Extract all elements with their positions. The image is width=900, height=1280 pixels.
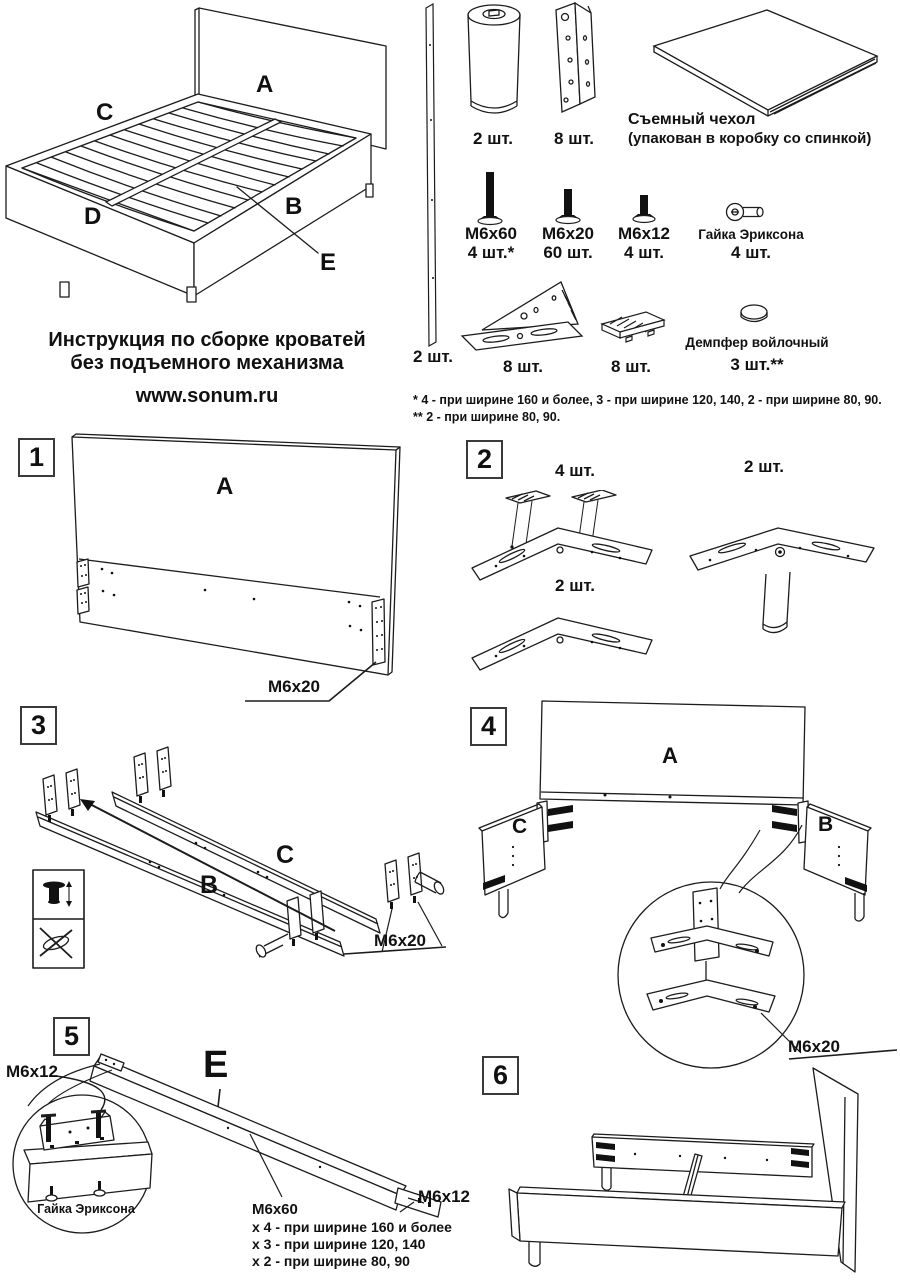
footnote-2: ** 2 - при ширине 80, 90.	[413, 410, 561, 424]
bolt-m6x20-icon	[547, 187, 591, 228]
bolt-m6x12-qty: 4 шт.	[624, 243, 664, 262]
felt-damper-icon	[738, 302, 772, 330]
step5-note-3: x 2 - при ширине 80, 90	[252, 1253, 410, 1269]
corner-bracket-part-icon	[544, 0, 602, 120]
leg-qty: 2 шт.	[473, 129, 513, 148]
step1-label-a: A	[216, 473, 234, 500]
bolt-m6x20-qty: 60 шт.	[543, 243, 593, 262]
cover-note: (упакован в коробку со спинкой)	[628, 130, 872, 147]
overview-label-a: A	[256, 71, 274, 98]
step6-number: 6	[482, 1056, 519, 1095]
bed-overview-drawing	[0, 0, 430, 318]
step4-bolt-label: M6x20	[788, 1037, 840, 1056]
doc-title-line1: Инструкция по сборке кроватей	[48, 329, 366, 351]
step2-qty-leg-plate: 2 шт.	[744, 457, 784, 476]
step5-bolt-left-label: M6x12	[6, 1062, 58, 1081]
step5-number: 5	[53, 1017, 90, 1056]
step2-number: 2	[466, 440, 503, 479]
step5-label-e: E	[203, 1044, 229, 1086]
step1-number: 1	[18, 438, 55, 477]
nut-label: Гайка Эриксона	[698, 227, 804, 242]
step5-nut-label: Гайка Эриксона	[37, 1202, 135, 1216]
footnote-1: * 4 - при ширине 160 и более, 3 - при ширине 120, 140, 2 - при ширине 80, 90.	[413, 393, 882, 407]
nut-qty: 4 шт.	[731, 243, 771, 262]
cover-part-icon	[646, 2, 886, 120]
big-bracket-qty: 8 шт.	[503, 357, 543, 376]
bolt-m6x12-label: M6x12	[618, 224, 670, 243]
step5-bolt-right-label: M6x12	[418, 1187, 470, 1206]
step6-drawing	[455, 1048, 900, 1280]
step4-label-c: C	[512, 815, 528, 838]
step4-number: 4	[470, 707, 507, 746]
erikson-nut-icon	[724, 198, 768, 226]
slat-holder-part-icon	[596, 306, 672, 348]
damper-qty: 3 шт.**	[730, 355, 784, 374]
bolt-m6x12-icon	[623, 193, 667, 228]
bolt-m6x60-label: M6x60	[465, 224, 517, 243]
step3-bolt-label: M6x20	[374, 931, 426, 950]
slat-qty: 2 шт.	[413, 347, 453, 366]
step5-note-1: x 4 - при ширине 160 и более	[252, 1219, 452, 1235]
step2-qty-holders: 4 шт.	[555, 461, 595, 480]
overview-label-e: E	[320, 249, 337, 276]
doc-title-line2: без подъемного механизма	[70, 352, 344, 374]
big-bracket-part-icon	[458, 276, 590, 352]
step3-number: 3	[20, 706, 57, 745]
cover-name: Съемный чехол	[628, 111, 756, 128]
step2-drawing	[460, 490, 900, 702]
bolt-m6x60-icon	[469, 170, 513, 228]
step4-label-b: B	[818, 813, 834, 836]
slat-part-icon	[418, 0, 446, 352]
corner-bracket-qty: 8 шт.	[554, 129, 594, 148]
step5-bolt-center-label: M6x60	[252, 1201, 298, 1218]
overview-label-c: C	[96, 99, 114, 126]
step4-label-a: A	[662, 743, 678, 768]
step5-note-2: x 3 - при ширине 120, 140	[252, 1236, 426, 1252]
step3-label-c: C	[276, 841, 295, 869]
step1-bolt-label: M6x20	[268, 677, 320, 696]
step2-qty-plate: 2 шт.	[555, 576, 595, 595]
overview-label-b: B	[285, 193, 303, 220]
slat-holder-qty: 8 шт.	[611, 357, 651, 376]
website-url: www.sonum.ru	[135, 385, 279, 407]
overview-label-d: D	[84, 203, 102, 230]
leg-part-icon	[464, 2, 524, 124]
damper-name: Демпфер войлочный	[685, 335, 829, 350]
bolt-m6x20-label: M6x20	[542, 224, 594, 243]
step3-label-b: B	[200, 871, 219, 899]
bolt-m6x60-qty: 4 шт.*	[467, 243, 515, 262]
